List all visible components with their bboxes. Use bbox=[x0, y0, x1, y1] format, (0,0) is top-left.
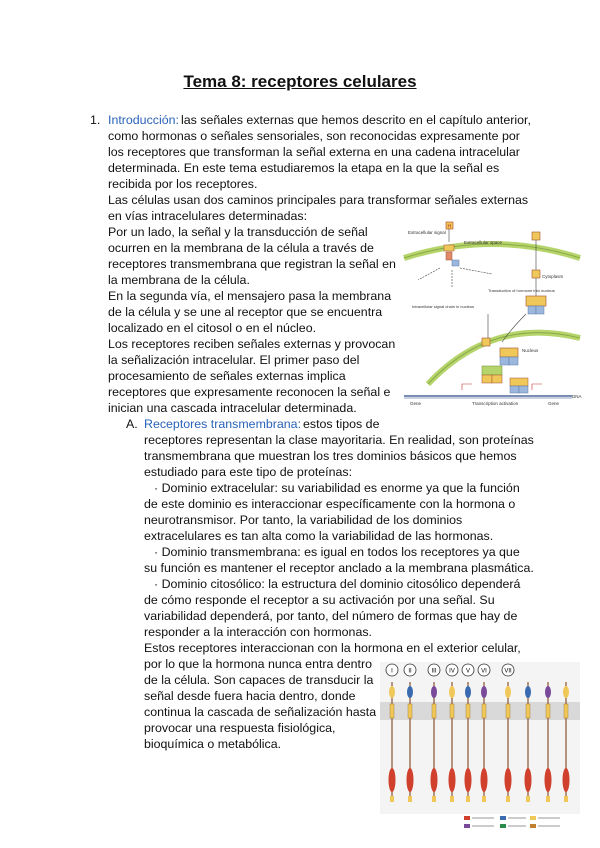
section-1-line: la señalización intracelular. El primer paso del bbox=[108, 353, 360, 367]
label-gene: Gene bbox=[410, 401, 422, 406]
subsection-a-line: de este dominio es interaccionar específicamente con la hormona o bbox=[144, 497, 516, 511]
label-dna: DNA bbox=[572, 394, 582, 399]
section-1-line: recibida por los receptores. bbox=[108, 177, 258, 191]
section-1-line: en vías intracelulares determinadas: bbox=[108, 209, 308, 223]
cytosolic-receptor bbox=[526, 296, 546, 306]
label-nucleus: Nucleus bbox=[522, 348, 539, 353]
subsection-a-line: provocar una respuesta fisiológica, bbox=[144, 721, 336, 735]
section-1-line: receptores transmembrana que registran la señal en bbox=[108, 257, 396, 271]
bullet-cytosolic: · Dominio citosólico: la estructura del dominio citosólico dependerá bbox=[154, 577, 521, 591]
page-title: Tema 8: receptores celulares bbox=[183, 72, 417, 91]
subsection-a-line: Estos receptores interaccionan con la hormona en el exterior celular, bbox=[144, 641, 521, 655]
subsection-a-line: señal desde fuera hacia dentro, donde bbox=[144, 689, 356, 703]
receptor-class-label: I bbox=[391, 668, 393, 675]
label-cytoplasm: Cytoplasm bbox=[542, 274, 564, 279]
subsection-a-line: estudiado para este tipo de proteínas: bbox=[144, 465, 353, 479]
subsection-a-line: receptores representan la clase mayoritaria. En realidad, son proteínas bbox=[144, 433, 534, 447]
section-1-line: determinada. En este tema estudiaremos la etapa en la que la señal es bbox=[108, 161, 500, 175]
label-transcription: Transcription activation bbox=[472, 401, 519, 406]
subsection-a-line: por lo que la hormona nunca entra dentro bbox=[144, 657, 373, 671]
subsection-a-line: bioquímica o metabólica. bbox=[144, 737, 282, 751]
subsection-a-heading: Receptores transmembrana: bbox=[144, 417, 302, 431]
receptor-class-label: II bbox=[408, 668, 412, 675]
receptor-types-figure bbox=[380, 662, 580, 838]
section-1-line: Los receptores reciben señales externas y provocan bbox=[108, 337, 396, 351]
section-1-line: inician una cascada intracelular determinada. bbox=[108, 401, 357, 415]
section-1-line: procesamiento de señales externas implica bbox=[108, 369, 346, 383]
section-1-line: de la célula y se une al receptor que se encuentra bbox=[108, 305, 383, 319]
section-1-line: En la segunda vía, el mensajero pasa la membrana bbox=[108, 289, 392, 303]
transcription-complex bbox=[482, 366, 502, 375]
receptor-class-label: IV bbox=[449, 668, 455, 675]
receptor-class-label: III bbox=[431, 668, 437, 675]
label-extracellular-space: Extracellular space bbox=[464, 240, 503, 245]
ligand-steroid bbox=[532, 232, 540, 240]
section-1-heading: Introducción: bbox=[108, 113, 179, 127]
bullet-transmembrane: · Dominio transmembrana: es igual en todos los receptores ya que bbox=[154, 545, 520, 559]
subsection-a-line: neurotransmisor. Por tanto, la variabilidad de los dominios bbox=[144, 513, 463, 527]
subsection-a-line: de la célula. Son capaces de transducir la bbox=[144, 673, 374, 687]
subsection-a-line: variabilidad dependerá, por tanto, del número de formas que hay de bbox=[144, 609, 518, 623]
section-1-line: Por un lado, la señal y la transducción de señal bbox=[108, 225, 368, 239]
receptor-class-label: VII bbox=[504, 668, 512, 675]
section-1-number: 1. bbox=[90, 113, 101, 127]
svg-text:H: H bbox=[447, 223, 452, 230]
subsection-a-line: estos tipos de bbox=[303, 417, 380, 431]
section-1-line: localizado en el citosol o en el núcleo. bbox=[108, 321, 317, 335]
label-transduction: Transduction of hormone into nucleus bbox=[488, 288, 555, 293]
membrane-receptor bbox=[444, 245, 454, 251]
receptor-class-label: VI bbox=[481, 668, 487, 675]
label-extracellular-signal: Extracellular signal bbox=[408, 230, 446, 235]
subsection-a-line: de cómo responde el receptor a su activación por una señal. Su bbox=[144, 593, 495, 607]
subsection-a-line: su función es mantener el receptor anclado a la membrana plasmática. bbox=[144, 561, 534, 575]
section-1-line: Las células usan dos caminos principales para transformar señales externas bbox=[108, 193, 529, 207]
section-1-line: ocurren en la membrana de la célula a través de bbox=[108, 241, 374, 255]
receptor-class-label: V bbox=[465, 668, 471, 675]
section-1-line: como hormonas o señales sensoriales, son reconocidas expresamente por bbox=[108, 129, 520, 143]
section-1-line: los receptores que transforman la señal externa en una cadena intracelular bbox=[108, 145, 520, 159]
subsection-a-letter: A. bbox=[126, 417, 138, 431]
subsection-a-line: transmembrana que muestran los tres dominios básicos que hemos bbox=[144, 449, 517, 463]
label-intracellular-chain: Intracellular signal chain in nucleus bbox=[412, 304, 475, 309]
section-1-line: receptores que expresamente reconocen la señal e bbox=[108, 385, 391, 399]
bullet-extracellular: · Dominio extracelular: su variabilidad es enorme ya que la función bbox=[154, 481, 520, 495]
subsection-a-line: responder a la interacción con hormonas. bbox=[144, 625, 372, 639]
section-1-line: las señales externas que hemos descrito en el capítulo anterior, bbox=[181, 113, 531, 127]
signal-pathway-figure bbox=[402, 218, 582, 408]
subsection-a-line: continua la cascada de señalización hasta bbox=[144, 705, 377, 719]
section-1-line: la membrana de la célula. bbox=[108, 273, 250, 287]
subsection-a-line: extracelulares es tan alta como la variabilidad de las hormonas. bbox=[144, 529, 494, 543]
label-gene: Gene bbox=[548, 401, 560, 406]
